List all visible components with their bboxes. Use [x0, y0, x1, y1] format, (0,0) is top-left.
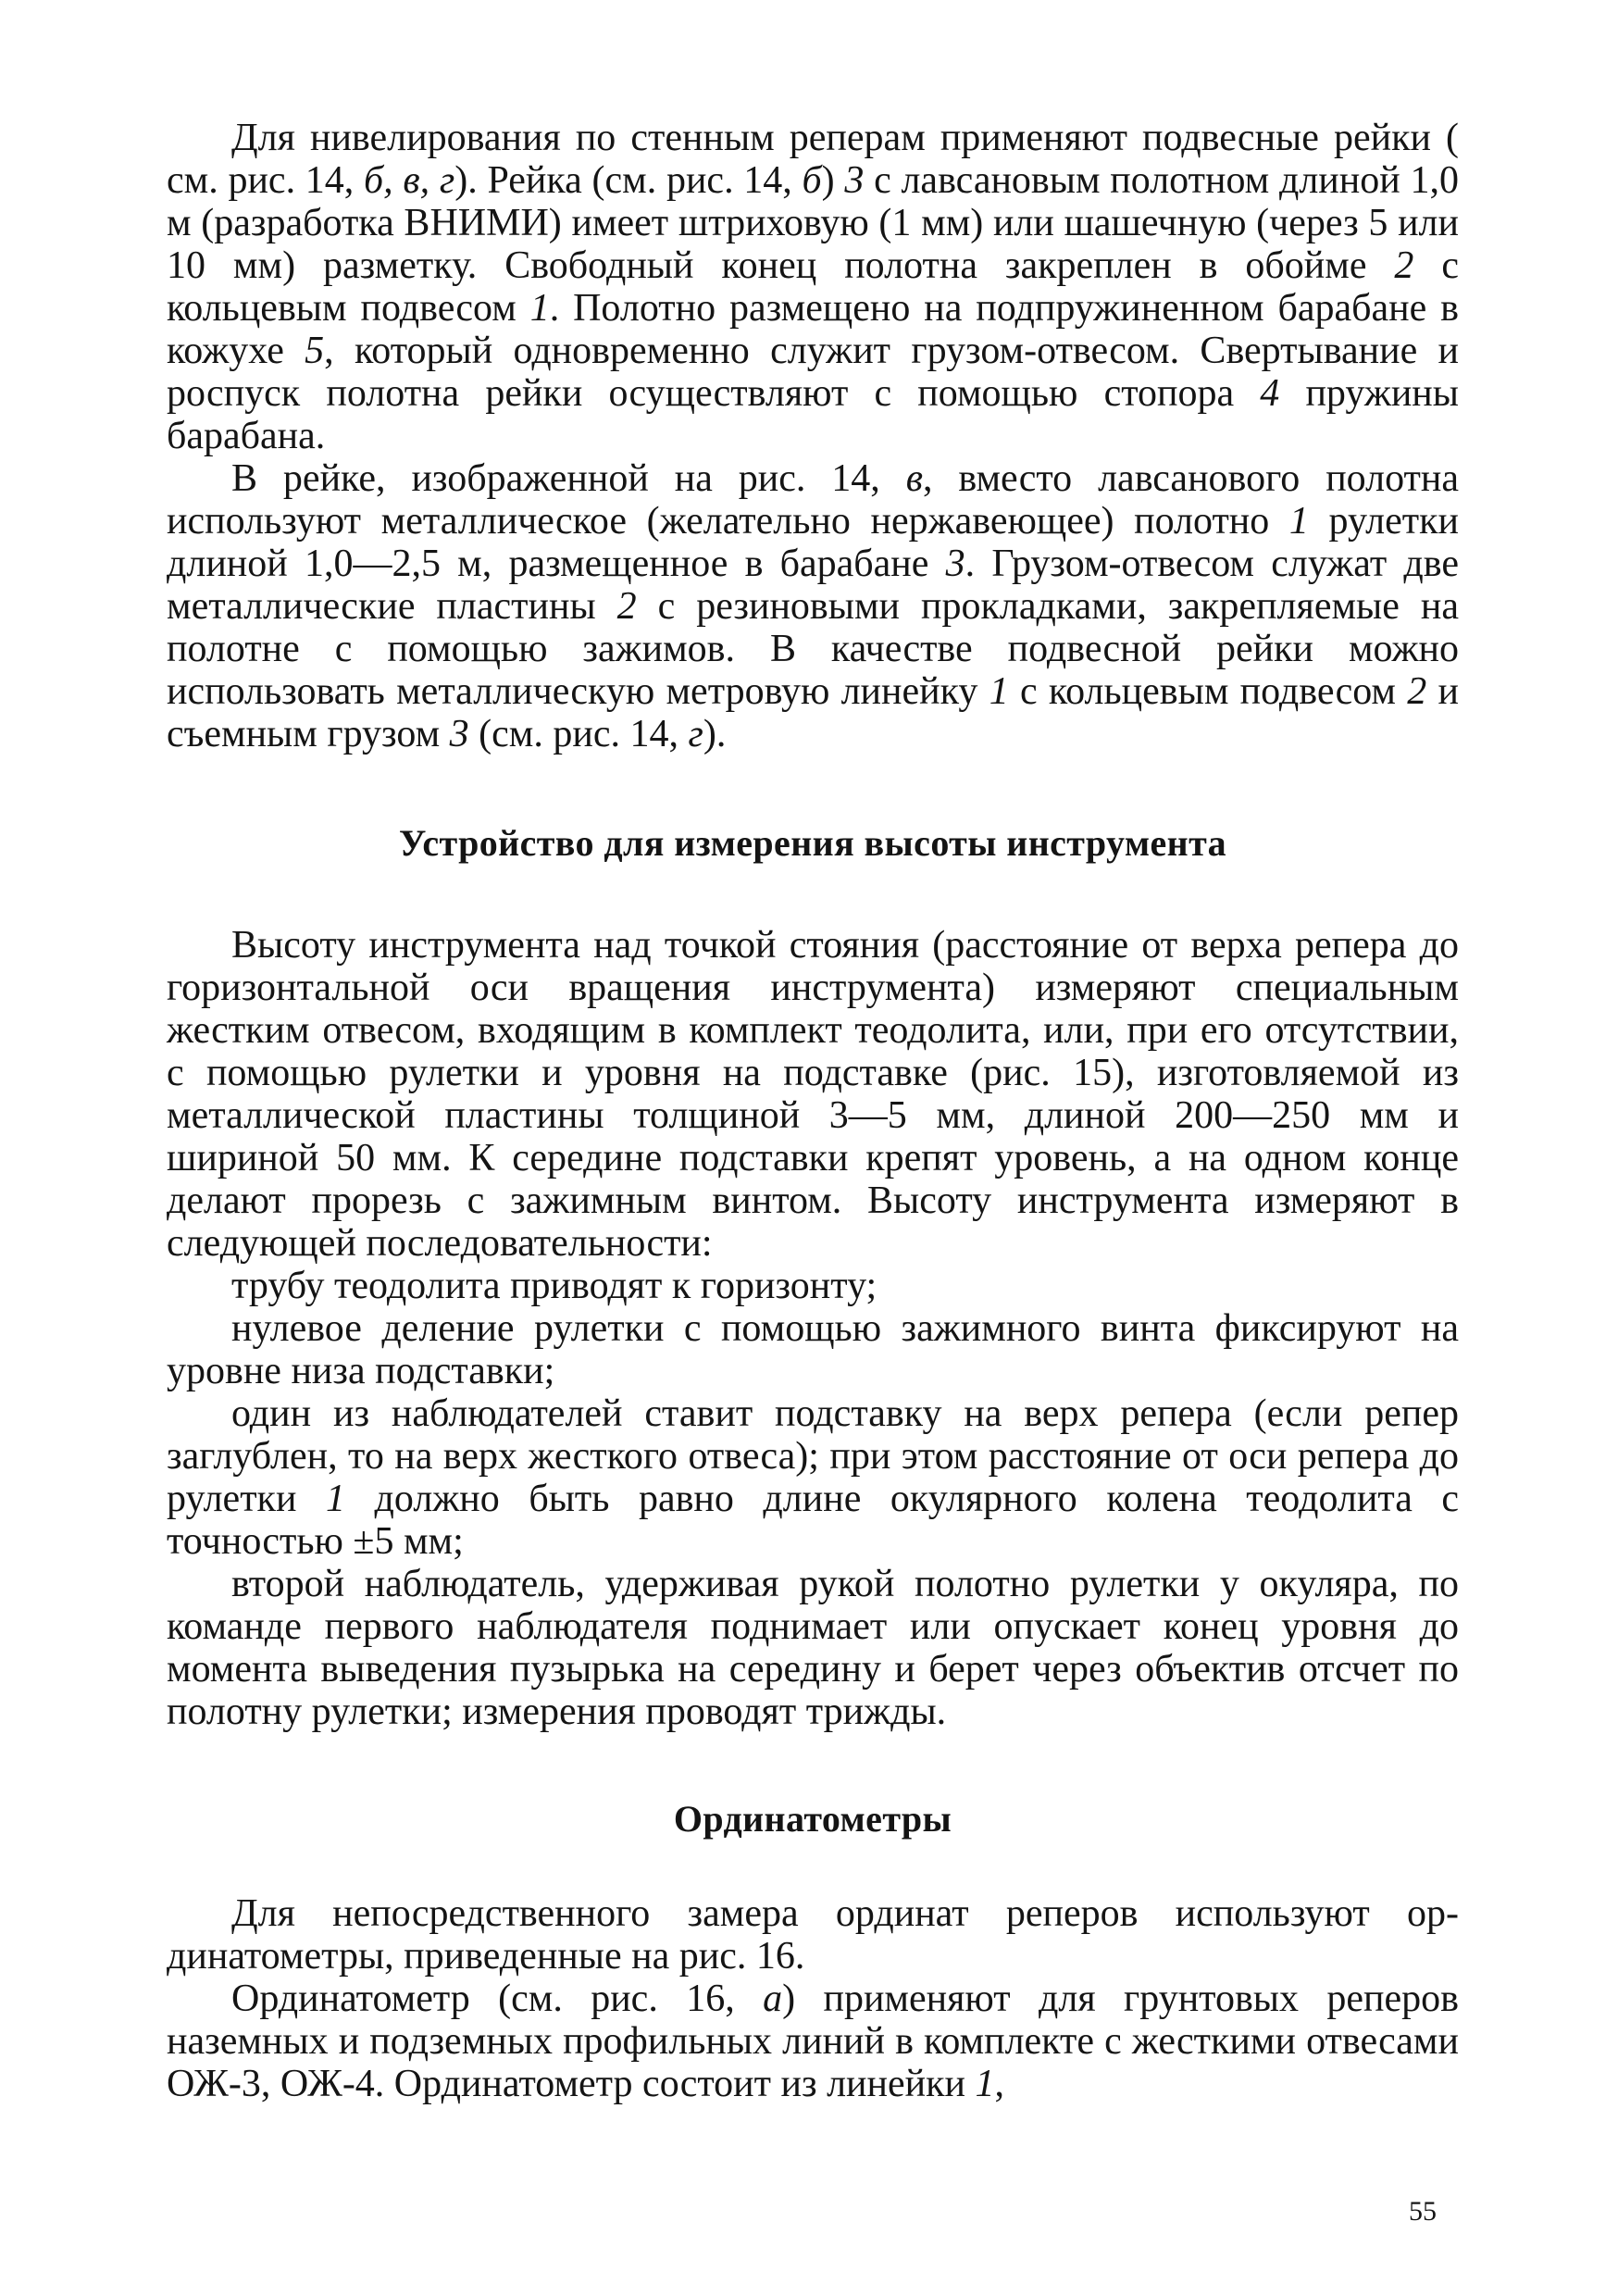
paragraph: Высоту инструмента над точкой стояния (расстояние от верха репера до горизонтальной оси вращения инструмента) измеряют специальным жестким отвесом, входящим в комплект теодолита, или, при его отсутствии, с помощью рулетки и уровня на подставке (рис. 15), изготовляемой из металлической пластины толщиной 3—5 мм, длиной 200—250 мм и шириной 50 мм. К середине подставки крепят уровень, а на одном конце делают прорезь с зажимным винтом. Высоту инструмента измеряют в следующей последовательности:	[167, 924, 1459, 1265]
paragraph: Для непосредственного замера ординат реперов используют ординатометры, приведенные на рис. 16.	[167, 1892, 1459, 1978]
page-body	[167, 117, 1459, 2105]
list-item: трубу теодолита приводят к горизонту;	[231, 1265, 877, 1307]
section-heading: Устройство для измерения высоты инструмента	[398, 822, 1227, 864]
list-item: нулевое деление рулетки с помощью зажимного винта фиксируют на уровне низа подставки;	[167, 1307, 1459, 1392]
section-heading: Ординатометры	[673, 1798, 952, 1840]
list-item: второй наблюдатель, удерживая рукой полотно рулетки у окуляра, по команде первого наблюдателя поднимает или опускает конец уровня до момента выведения пузырька на середину и берет через объектив отсчет по полотну рулетки; измерения проводят трижды.	[167, 1563, 1459, 1733]
list-item: один из наблюдателей ставит подставку на верх репера (если репер заглублен, то на верх жесткого отвеса); при этом расстояние от оси репера до рулетки 1 должно быть равно длине окулярного колена теодолита с точностью ±5 мм;	[167, 1392, 1460, 1563]
paragraph: В рейке, изображенной на рис. 14, в, вместо лавсанового полотна используют металлическое (желательно нержавеющее) полотно 1 рулетки длиной 1,0—2,5 м, размещенное в барабане 3. Грузом-отвесом служат две металлические пластины 2 с резиновыми прокладками, закрепляемые на полотне с помощью зажимов. В качестве подвесной рейки можно использовать металлическую метровую линейку 1 с кольцевым подвесом 2 и съемным грузом 3 (см. рис. 14, г).	[167, 457, 1459, 755]
paragraph: Для нивелирования по стенным реперам применяют подвесные рейки ( см. рис. 14, б, в, г). Рейка (см. рис. 14, б) 3 с лавсановым полотном длиной 1,0 м (разработка ВНИМИ) имеет штриховую (1 мм) или шашечную (через 5 или 10 мм) разметку. Свободный конец полотна закреплен в обойме 2 с кольцевым подвесом 1. Полотно размещено на подпружиненном барабане в кожухе 5, который одновременно служит грузом-отвесом. Свертывание и роспуск полотна рейки осуществляют с помощью стопора 4 пружины барабана.	[167, 117, 1460, 457]
paragraph: Ординатометр (см. рис. 16, а) применяют для грунтовых реперов наземных и подземных профильных линий в комплекте с жесткими отвесами ОЖ-3, ОЖ-4. Ординатометр состоит из линейки 1,	[167, 1978, 1459, 2105]
page-number: 55	[1409, 2196, 1437, 2227]
